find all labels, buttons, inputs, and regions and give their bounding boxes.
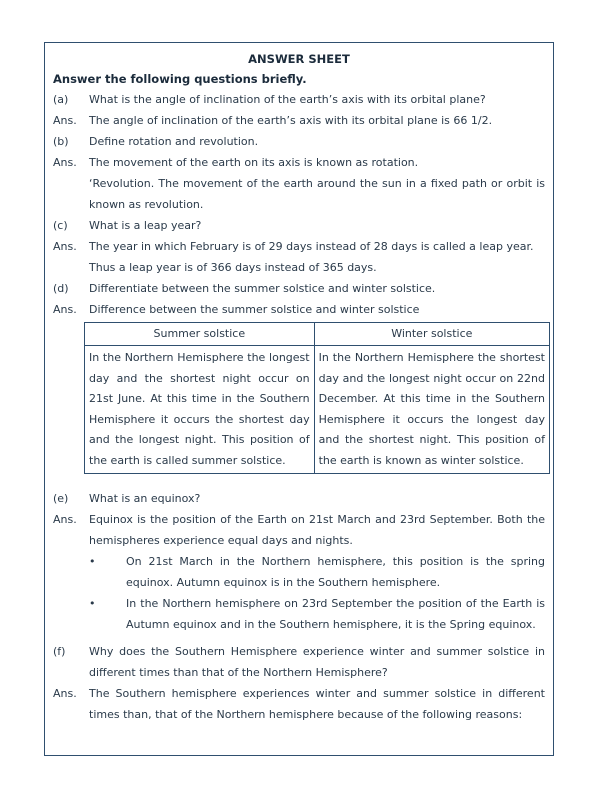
bullet-text: In the Northern hemisphere on 23rd September the position of the Earth is Autumn equinox and in the Southern hemisphere, it is the Spring equinox. <box>126 597 545 631</box>
answer-b-continued: ‘Revolution. The movement of the earth around the sun in a fixed path or orbit is known as revolution. <box>89 177 545 211</box>
answer-text: The Southern hemisphere experiences winter and summer solstice in different times than, that of the Northern hemisphere because of the following reasons: <box>89 687 545 721</box>
answer-text: Difference between the summer solstice and winter solstice <box>89 303 420 316</box>
answer-label: Ans. <box>53 303 77 316</box>
answer-c-continued: Thus a leap year is of 366 days instead of 365 days. <box>89 261 377 274</box>
question-label: (b) <box>53 135 69 148</box>
answer-text: The movement of the earth on its axis is known as rotation. <box>89 156 419 169</box>
answer-sheet-frame <box>44 42 554 756</box>
answer-b <box>53 152 545 173</box>
question-label: (f) <box>53 645 66 658</box>
question-c <box>53 215 545 236</box>
question-label: (d) <box>53 282 69 295</box>
sheet-title: ANSWER SHEET <box>248 52 350 66</box>
answer-text: The year in which February is of 29 days instead of 28 days is called a leap year. <box>89 240 534 253</box>
question-label: (c) <box>53 219 68 232</box>
answer-text: Equinox is the position of the Earth on 21st March and 23rd September. Both the hemispheres experience equal days and nights. <box>89 513 545 547</box>
answer-text: The angle of inclination of the earth’s axis with its orbital plane is 66 1/2. <box>89 114 493 127</box>
question-e <box>53 488 545 509</box>
answer-f <box>53 683 545 725</box>
equinox-bullets <box>53 551 545 635</box>
answer-label: Ans. <box>53 687 77 700</box>
question-label: (e) <box>53 492 69 505</box>
bullet-dot-icon: • <box>89 597 96 610</box>
sheet-subtitle: Answer the following questions briefly. <box>53 72 307 86</box>
table-header-summer: Summer solstice <box>85 323 315 346</box>
question-d <box>53 278 545 299</box>
bullet-text: On 21st March in the Northern hemisphere, this position is the spring equinox. Autumn equinox is in the Southern hemisphere. <box>126 555 545 589</box>
spacer <box>53 474 545 488</box>
table-row <box>85 346 550 474</box>
answer-a <box>53 110 545 131</box>
question-text: Define rotation and revolution. <box>89 135 259 148</box>
question-text: Differentiate between the summer solstice and winter solstice. <box>89 282 436 295</box>
question-text: What is the angle of inclination of the earth’s axis with its orbital plane? <box>89 93 486 106</box>
table-cell-summer: In the Northern Hemisphere the longest day and the shortest night occur on 21st June. At this time in the Southern Hemisphere it occurs the shortest day and the longest night. This position of the earth is called summer solstice. <box>85 346 315 474</box>
bullet-dot-icon: • <box>89 555 96 568</box>
question-b <box>53 131 545 152</box>
question-text: What is a leap year? <box>89 219 202 232</box>
answer-label: Ans. <box>53 240 77 253</box>
solstice-table <box>84 322 550 474</box>
table-header-winter: Winter solstice <box>314 323 549 346</box>
question-a <box>53 89 545 110</box>
answer-label: Ans. <box>53 114 77 127</box>
answer-sheet-content <box>53 49 545 725</box>
question-text: Why does the Southern Hemisphere experience winter and summer solstice in different times than that of the Northern Hemisphere? <box>89 645 545 679</box>
table-header-row <box>85 323 550 346</box>
answer-c <box>53 236 545 257</box>
answer-label: Ans. <box>53 513 77 526</box>
question-text: What is an equinox? <box>89 492 201 505</box>
answer-e <box>53 509 545 551</box>
table-cell-winter: In the Northern Hemisphere the shortest day and the longest night occur on 22nd December. At this time in the Southern Hemisphere it occurs the longest day and the shortest night. This position of the earth is known as winter solstice. <box>314 346 549 474</box>
question-f <box>53 641 545 683</box>
list-item <box>89 593 545 635</box>
answer-label: Ans. <box>53 156 77 169</box>
list-item <box>89 551 545 593</box>
answer-d <box>53 299 545 320</box>
question-label: (a) <box>53 93 69 106</box>
